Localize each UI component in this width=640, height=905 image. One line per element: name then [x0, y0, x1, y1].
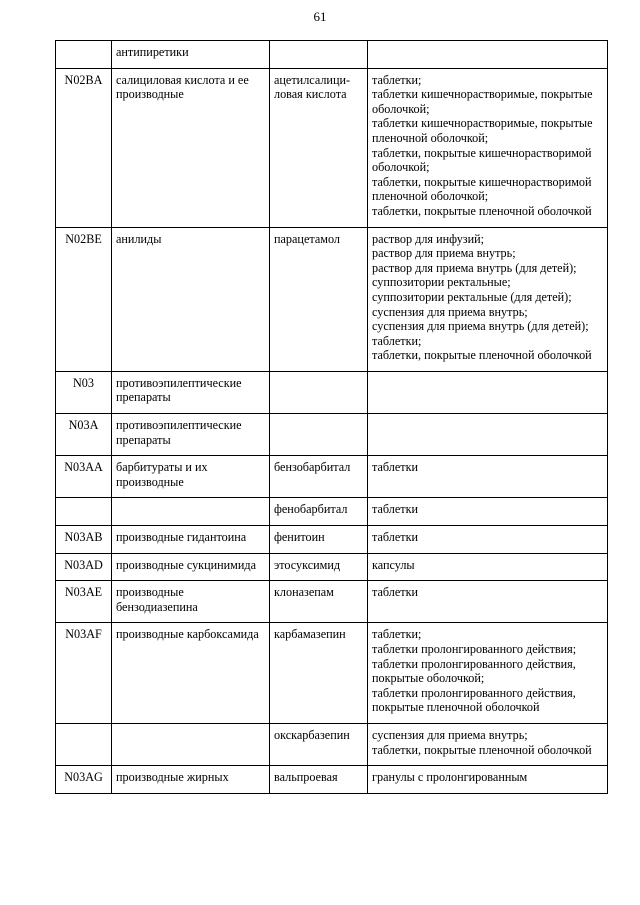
table-row — [56, 456, 608, 498]
drug-name-cell: фенобарбитал — [270, 498, 368, 526]
table-body — [56, 41, 608, 794]
group-name-cell: производные жирных — [112, 766, 270, 794]
dosage-form-line: таблетки, покрытые кишечнорастворимой пленочной оболочкой; — [372, 174, 592, 204]
dosage-form-line: раствор для инфузий; — [372, 231, 485, 246]
drug-name-cell: вальпроевая — [270, 766, 368, 794]
group-name-cell: салициловая кислота и ее производные — [112, 68, 270, 227]
dosage-forms-cell — [368, 581, 608, 623]
group-name-cell — [112, 498, 270, 526]
atc-code-cell: N03A — [56, 414, 112, 456]
dosage-form-line: суспензия для приема внутрь; — [372, 304, 528, 319]
dosage-forms-cell — [368, 456, 608, 498]
atc-code-cell: N02BA — [56, 68, 112, 227]
drug-name-cell: фенитоин — [270, 526, 368, 554]
dosage-form-line: таблетки — [372, 502, 419, 517]
table-row — [56, 227, 608, 371]
dosage-forms-cell — [368, 498, 608, 526]
drug-name-cell: окскарбазепин — [270, 723, 368, 765]
dosage-form-line: таблетки, покрытые пленочной оболочкой — [372, 742, 592, 757]
dosage-form-line: капсулы — [372, 557, 415, 572]
table-row — [56, 371, 608, 413]
dosage-form-line: таблетки кишечнорастворимые, покрытые пленочной оболочкой; — [372, 116, 593, 145]
dosage-form-line: суппозитории ректальные; — [372, 275, 511, 290]
dosage-form-line: раствор для приема внутрь (для детей); — [372, 260, 577, 275]
dosage-form-line: таблетки; — [372, 333, 422, 348]
drug-name-cell — [270, 371, 368, 413]
group-name-cell: производные бензодиазепина — [112, 581, 270, 623]
dosage-forms-cell — [368, 414, 608, 456]
atc-code-cell: N03AA — [56, 456, 112, 498]
dosage-form-line: таблетки пролонгированного действия, покрытые пленочной оболочкой — [372, 685, 576, 715]
dosage-form-line: таблетки; — [372, 627, 422, 642]
atc-code-cell: N03AB — [56, 526, 112, 554]
group-name-cell: антипиретики — [112, 41, 270, 69]
dosage-form-line: гранулы с пролонгированным — [372, 770, 528, 785]
atc-code-cell: N03AG — [56, 766, 112, 794]
drug-name-cell: ацетилсалици-ловая кислота — [270, 68, 368, 227]
group-name-cell: барбитураты и их производные — [112, 456, 270, 498]
group-name-cell: противоэпилептические препараты — [112, 371, 270, 413]
drug-name-cell — [270, 414, 368, 456]
table-row — [56, 581, 608, 623]
atc-code-cell — [56, 41, 112, 69]
dosage-forms-cell — [368, 723, 608, 765]
group-name-cell: производные карбоксамида — [112, 623, 270, 724]
medication-table — [55, 40, 608, 794]
dosage-form-line: таблетки — [372, 530, 419, 545]
dosage-form-line: таблетки кишечнорастворимые, покрытые оболочкой; — [372, 87, 593, 116]
dosage-forms-cell — [368, 553, 608, 581]
page-number: 61 — [313, 9, 327, 24]
drug-name-cell: этосуксимид — [270, 553, 368, 581]
table-row — [56, 623, 608, 724]
dosage-forms-cell — [368, 227, 608, 371]
dosage-form-line: суппозитории ректальные (для детей); — [372, 289, 572, 304]
drug-name-cell: бензобарбитал — [270, 456, 368, 498]
atc-code-cell: N02BE — [56, 227, 112, 371]
table-row — [56, 766, 608, 794]
table-row — [56, 723, 608, 765]
group-name-cell: противоэпилептические препараты — [112, 414, 270, 456]
dosage-form-line: таблетки, покрытые пленочной оболочкой — [372, 203, 592, 218]
dosage-forms-cell — [368, 766, 608, 794]
drug-name-cell: клоназепам — [270, 581, 368, 623]
dosage-form-line: таблетки — [372, 460, 419, 475]
group-name-cell — [112, 723, 270, 765]
group-name-cell: производные гидантоина — [112, 526, 270, 554]
atc-code-cell — [56, 723, 112, 765]
atc-code-cell: N03AF — [56, 623, 112, 724]
dosage-form-line: суспензия для приема внутрь; — [372, 727, 528, 742]
table-row — [56, 498, 608, 526]
drug-name-cell: карбамазепин — [270, 623, 368, 724]
table-row — [56, 41, 608, 69]
dosage-form-line: раствор для приема внутрь; — [372, 246, 516, 261]
table-row — [56, 68, 608, 227]
dosage-form-line: таблетки, покрытые кишечнорастворимой оболочкой; — [372, 145, 592, 175]
dosage-form-line: таблетки пролонгированного действия; — [372, 642, 577, 656]
dosage-form-line: таблетки пролонгированного действия, покрытые оболочкой; — [372, 656, 576, 686]
dosage-forms-cell — [368, 526, 608, 554]
dosage-forms-cell — [368, 371, 608, 413]
atc-code-cell: N03 — [56, 371, 112, 413]
table-row — [56, 414, 608, 456]
dosage-form-line: суспензия для приема внутрь (для детей); — [372, 319, 589, 334]
group-name-cell: анилиды — [112, 227, 270, 371]
atc-code-cell: N03AD — [56, 553, 112, 581]
dosage-forms-cell — [368, 623, 608, 724]
group-name-cell: производные сукцинимида — [112, 553, 270, 581]
table-row — [56, 526, 608, 554]
atc-code-cell: N03AE — [56, 581, 112, 623]
dosage-form-line: таблетки — [372, 585, 419, 600]
drug-name-cell — [270, 41, 368, 69]
dosage-forms-cell — [368, 41, 608, 69]
dosage-forms-cell — [368, 68, 608, 227]
dosage-form-line: таблетки, покрытые пленочной оболочкой — [372, 348, 592, 363]
drug-name-cell: парацетамол — [270, 227, 368, 371]
dosage-form-line: таблетки; — [372, 72, 422, 87]
table-row — [56, 553, 608, 581]
atc-code-cell — [56, 498, 112, 526]
